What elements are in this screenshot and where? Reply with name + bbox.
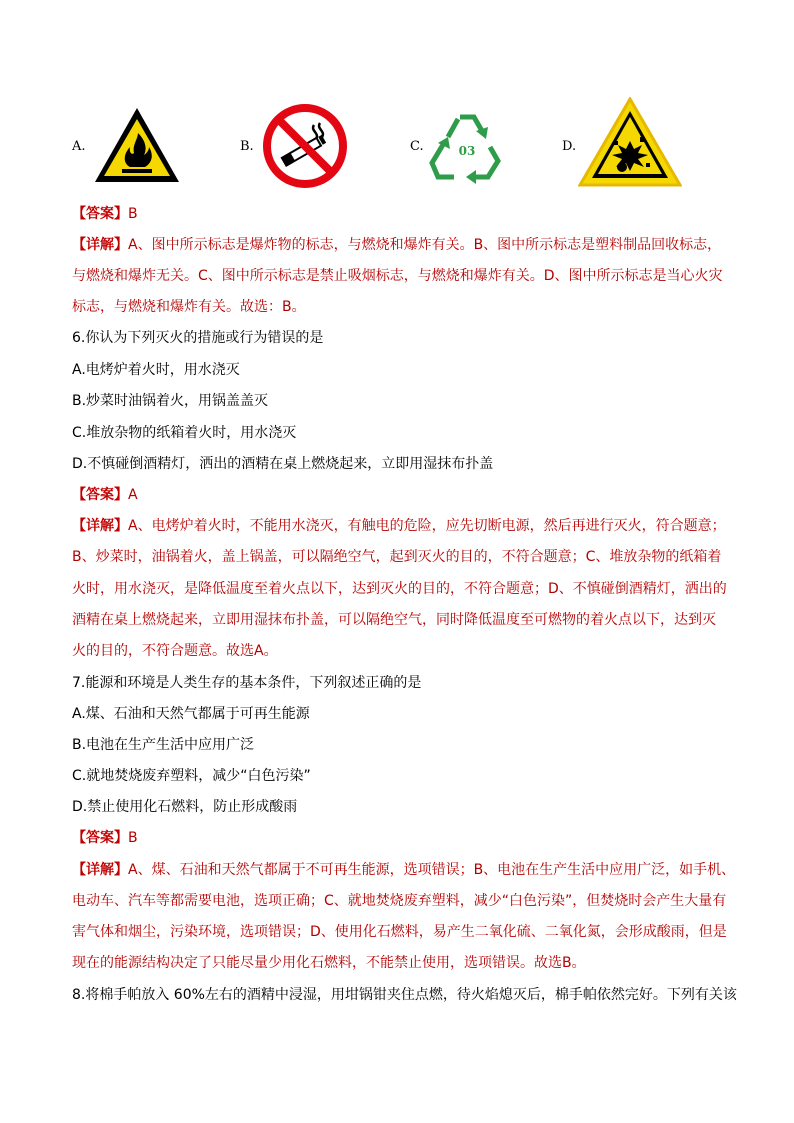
q5-detail-line-3: 标志，与燃烧和爆炸有关。故选：B。 <box>72 299 306 315</box>
q6-option-d: D.不慎碰倒酒精灯，洒出的酒精在桌上燃烧起来，立即用湿抹布扑盖 <box>72 456 494 472</box>
q6-detail-line-3: 火时，用水浇灭，是降低温度至着火点以下，达到灭火的目的，不符合题意；D、不慎碰倒酒精灯，洒出的 <box>72 581 727 597</box>
q6-option-a: A.电烤炉着火时，用水浇灭 <box>72 362 240 378</box>
option-images-row <box>0 95 794 195</box>
q5-answer-line <box>72 205 138 223</box>
q6-answer: A <box>128 487 138 503</box>
q5-answer: B <box>128 206 138 222</box>
plastic-recycle-icon <box>424 103 510 187</box>
q6-stem: 6.你认为下列灭火的措施或行为错误的是 <box>72 330 324 346</box>
q7-detail-line-2: 电动车、汽车等都需要电池，选项正确；C、就地焚烧废弃塑料，减少“白色污染”，但焚烧时会产生大量有 <box>72 893 727 909</box>
q6-option-c: C.堆放杂物的纸箱着火时，用水浇灭 <box>72 425 297 441</box>
answer-tag: 【答案】 <box>72 487 128 503</box>
q7-detail-line-3: 害气体和烟尘，污染环境，选项错误；D、使用化石燃料，易产生二氧化硫、二氧化氮，会形成酸雨，但是 <box>72 924 727 940</box>
answer-tag: 【答案】 <box>72 830 128 846</box>
flammable-warning-icon <box>92 105 182 185</box>
q7-answer-line <box>72 829 138 847</box>
option-d-label: D. <box>562 139 577 154</box>
option-c-label: C. <box>410 139 424 154</box>
q6-detail-line-4: 酒精在桌上燃烧起来，立即用湿抹布扑盖，可以隔绝空气，同时降低温度至可燃物的着火点以下，达到灭 <box>72 612 716 628</box>
q6-detail-line-5: 火的目的，不符合题意。故选A。 <box>72 643 278 659</box>
q6-option-b: B.炒菜时油锅着火，用锅盖盖灭 <box>72 393 269 409</box>
q5-detail-line-1: 【详解】A、图中所示标志是爆炸物的标志，与燃烧和爆炸有关。B、图中所示标志是塑料制品回收标志， <box>72 237 722 253</box>
q5-detail-line-2: 与燃烧和爆炸无关。C、图中所示标志是禁止吸烟标志，与燃烧和爆炸有关。D、图中所示标志是当心火灾 <box>72 268 723 284</box>
q6-answer-line <box>72 486 138 504</box>
option-b-label: B. <box>240 139 254 154</box>
q6-detail-line-1: 【详解】A、电烤炉着火时，不能用水浇灭，有触电的危险，应先切断电源，然后再进行灭火，符合题意； <box>72 518 726 534</box>
q8-stem: 8.将棉手帕放入 60%左右的酒精中浸湿，用坩锅钳夹住点燃，待火焰熄灭后，棉手帕依然完好。下列有关该 <box>72 987 737 1003</box>
option-a-label: A. <box>72 139 86 154</box>
no-smoking-icon <box>262 103 348 189</box>
detail-tag: 【详解】 <box>72 518 128 534</box>
q7-option-a: A.煤、石油和天然气都属于可再生能源 <box>72 706 310 722</box>
q7-stem: 7.能源和环境是人类生存的基本条件，下列叙述正确的是 <box>72 675 422 691</box>
answer-tag: 【答案】 <box>72 206 128 222</box>
q6-detail-line-2: B、炒菜时，油锅着火，盖上锅盖，可以隔绝空气，起到灭火的目的，不符合题意；C、堆放杂物的纸箱着 <box>72 549 722 565</box>
detail-tag: 【详解】 <box>72 237 128 253</box>
q7-answer: B <box>128 830 138 846</box>
q7-option-c: C.就地焚烧废弃塑料，减少“白色污染” <box>72 768 311 784</box>
q7-detail-line-4: 现在的能源结构决定了只能尽量少用化石燃料，不能禁止使用，选项错误。故选B。 <box>72 955 586 971</box>
q7-option-b: B.电池在生产生活中应用广泛 <box>72 737 255 753</box>
explosive-warning-icon <box>578 97 682 189</box>
q7-detail-line-1: 【详解】A、煤、石油和天然气都属于不可再生能源，选项错误；B、电池在生产生活中应用广泛，如手机、 <box>72 862 736 878</box>
q7-option-d: D.禁止使用化石燃料，防止形成酸雨 <box>72 799 298 815</box>
detail-tag: 【详解】 <box>72 862 128 878</box>
recycle-number: 03 <box>458 144 476 158</box>
